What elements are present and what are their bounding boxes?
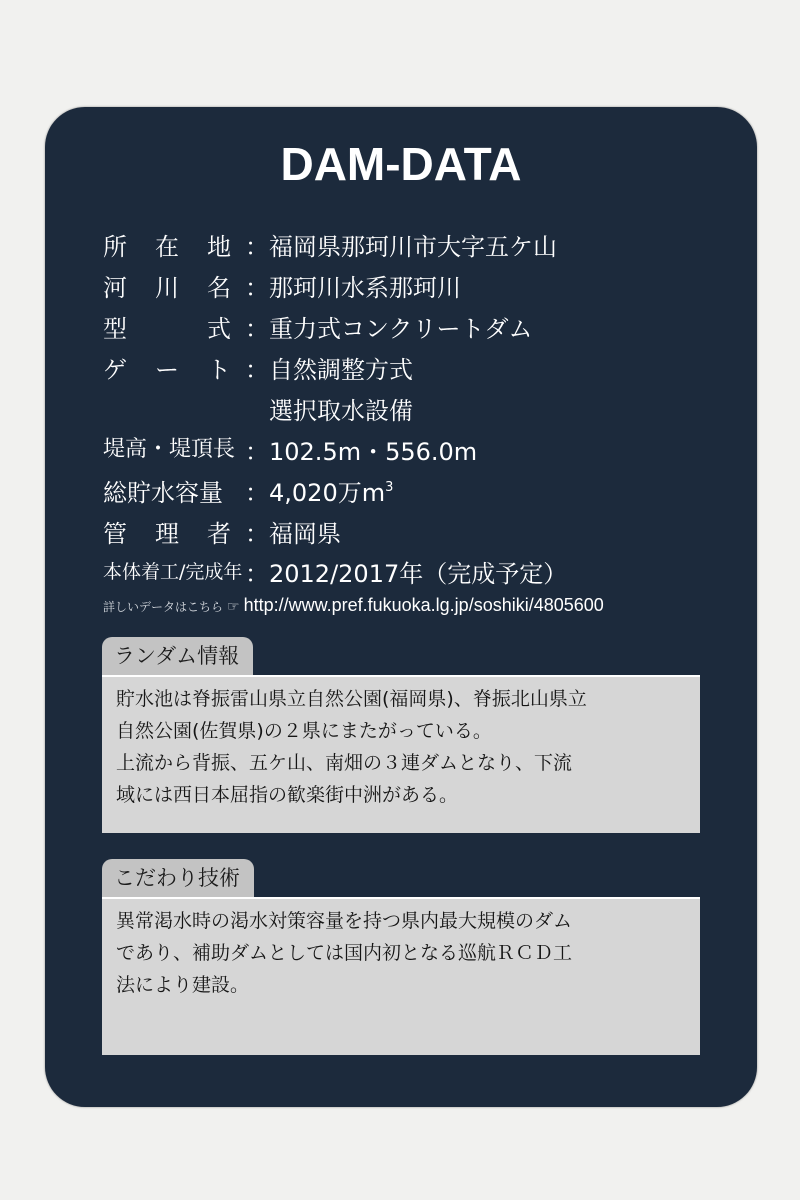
capacity-value: 4,020万m — [269, 479, 386, 507]
capacity-label: 総貯水容量 — [103, 479, 223, 507]
river-colon: ： — [245, 274, 269, 302]
gate-label: ゲート — [103, 356, 231, 384]
random-info-line: 上流から背振、五ケ山、南畑の３連ダムとなり、下流 — [116, 752, 573, 774]
technique-line: 異常渇水時の渇水対策容量を持つ県内最大規模のダム — [116, 910, 573, 932]
type-colon: ： — [245, 315, 269, 343]
technique-heading: こだわり技術 — [102, 859, 254, 897]
manager-value: 福岡県 — [269, 520, 341, 548]
type-value: 重力式コンクリートダム — [269, 315, 533, 343]
dam-card — [45, 107, 757, 1107]
technique-line: 法により建設。 — [116, 974, 250, 996]
detail-link-row — [103, 595, 604, 616]
capacity-colon: ： — [245, 479, 269, 507]
type-label: 型式 — [103, 315, 231, 343]
gate-value-2: 選択取水設備 — [269, 397, 413, 425]
card-title: DAM-DATA — [280, 138, 522, 190]
construction-colon: ： — [245, 560, 269, 588]
river-value: 那珂川水系那珂川 — [269, 274, 461, 302]
pointing-hand-icon: ☞ — [227, 599, 240, 615]
manager-colon: ： — [245, 520, 269, 548]
construction-value: 2012/2017年（完成予定） — [269, 560, 568, 588]
gate-colon: ： — [245, 356, 269, 384]
random-info-line: 自然公園(佐賀県)の２県にまたがっている。 — [116, 720, 492, 742]
construction-label: 本体着工/完成年 — [103, 561, 243, 583]
height-length-colon: ： — [245, 438, 269, 466]
location-label: 所在地 — [103, 233, 231, 261]
detail-hint: 詳しいデータはこちら — [103, 600, 224, 614]
manager-label: 管理者 — [103, 520, 231, 548]
technique-line: であり、補助ダムとしては国内初となる巡航ＲＣＤ工 — [116, 942, 573, 964]
location-value: 福岡県那珂川市大字五ケ山 — [269, 233, 557, 261]
random-info-box — [102, 675, 700, 833]
detail-url-link[interactable]: http://www.pref.fukuoka.lg.jp/soshiki/4805600 — [243, 595, 604, 615]
capacity-unit-superscript: 3 — [385, 480, 394, 495]
height-length-label: 堤高・堤頂長 — [103, 437, 236, 462]
river-label: 河川名 — [103, 274, 231, 302]
random-info-heading: ランダム情報 — [102, 637, 253, 675]
capacity-value-wrap — [269, 473, 393, 508]
height-length-value: 102.5m・556.0m — [269, 438, 478, 466]
gate-value: 自然調整方式 — [269, 356, 413, 384]
random-info-line: 域には西日本屈指の歓楽街中洲がある。 — [116, 784, 459, 806]
location-colon: ： — [245, 233, 269, 261]
random-info-line: 貯水池は脊振雷山県立自然公園(福岡県)、脊振北山県立 — [116, 688, 587, 710]
technique-box — [102, 897, 700, 1055]
